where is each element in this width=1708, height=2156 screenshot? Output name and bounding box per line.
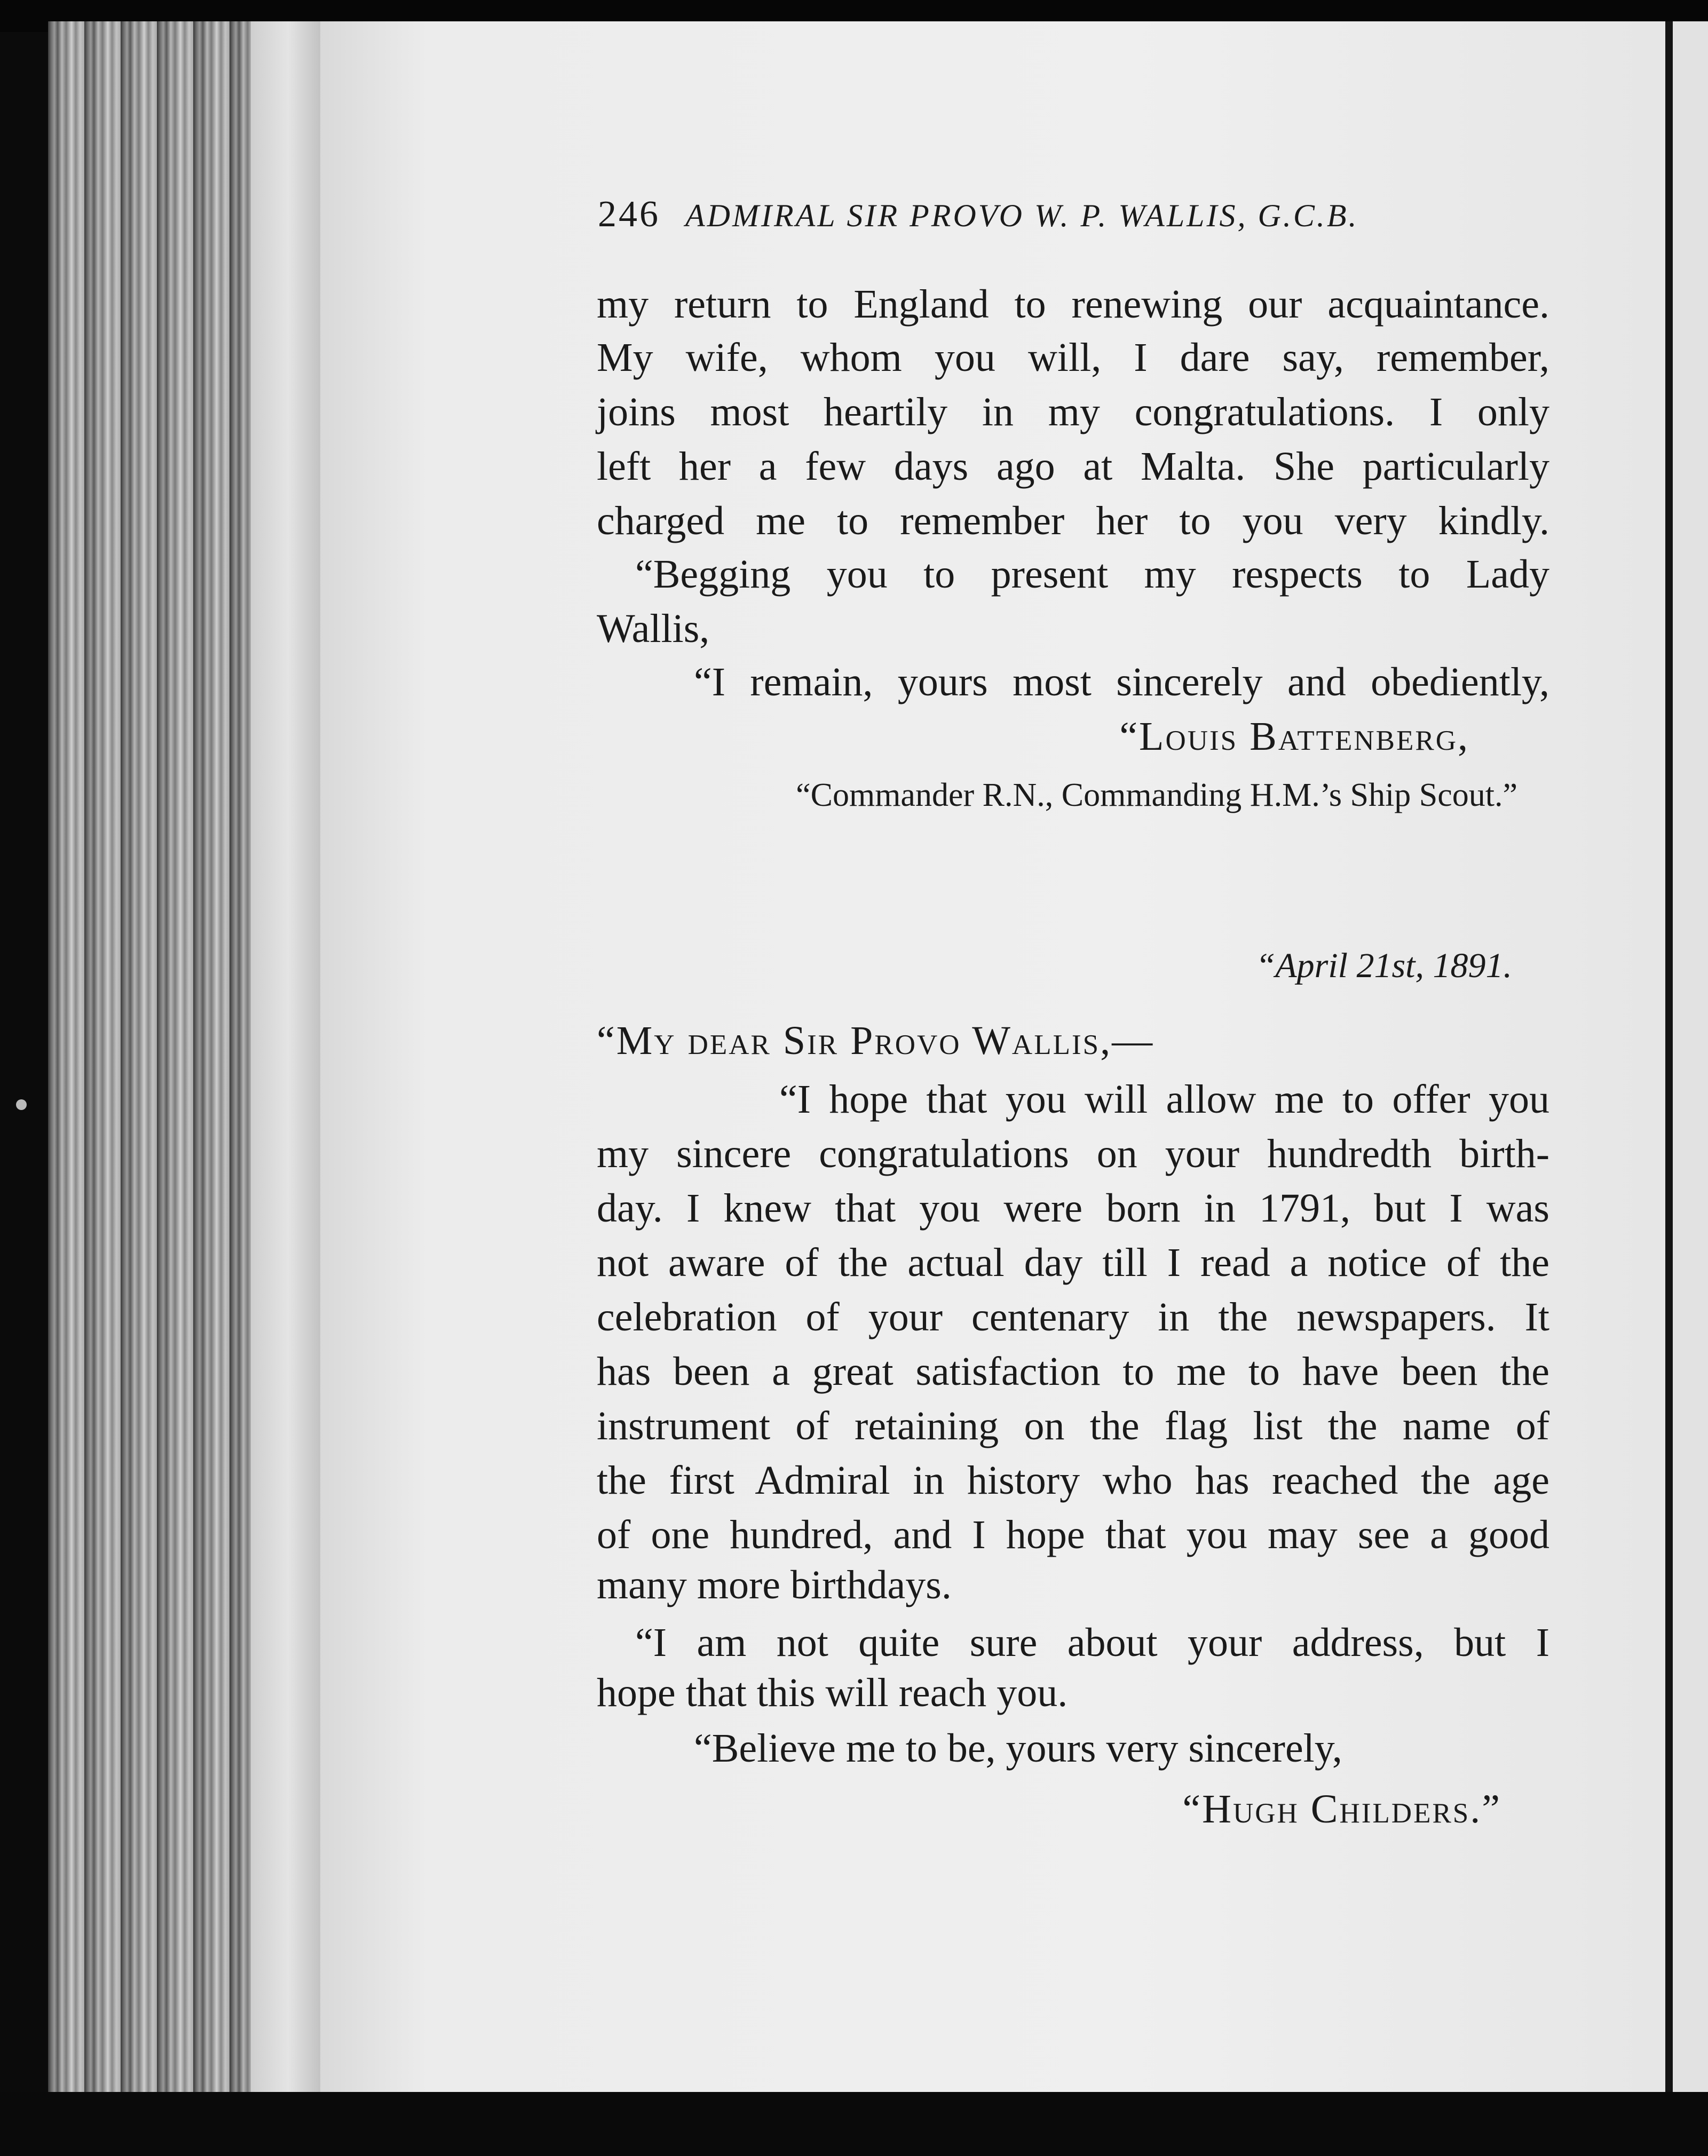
film-border-bottom: [0, 2092, 1708, 2156]
salutation: “My dear Sir Provo Wallis,—: [597, 1018, 1155, 1063]
text-line: Wallis,: [597, 606, 710, 651]
page-number: 246: [598, 194, 660, 235]
text-line: instrument of retaining on the flag list the name of: [597, 1404, 1549, 1448]
text-line: “Begging you to present my respects to Lady: [635, 552, 1549, 597]
book-page-edges: [48, 21, 326, 2103]
text-line: of one hundred, and I hope that you may see a good: [597, 1512, 1549, 1557]
signature-childers: “Hugh Childers.”: [1182, 1787, 1501, 1832]
text-line: hope that this will reach you.: [597, 1670, 1068, 1715]
adjacent-page-margin: [1673, 21, 1708, 2097]
running-header: [598, 193, 1473, 241]
text-line: My wife, whom you will, I dare say, remember,: [597, 335, 1549, 380]
closing-line: “Believe me to be, yours very sincerely,: [694, 1726, 1342, 1771]
film-border-right: [1665, 21, 1673, 2097]
text-line: joins most heartily in my congratulations. I only: [597, 390, 1549, 434]
running-title: ADMIRAL SIR PROVO W. P. WALLIS, G.C.B.: [685, 198, 1359, 233]
text-line: “I hope that you will allow me to offer you: [779, 1077, 1549, 1122]
signature-title: “Commander R.N., Commanding H.M.’s Ship Scout.”: [796, 777, 1517, 813]
text-line: many more birthdays.: [597, 1563, 952, 1607]
text-line: the first Admiral in history who has reached the age: [597, 1458, 1549, 1503]
text-line: my return to England to renewing our acquaintance.: [597, 282, 1549, 327]
letter-date: “April 21st, 1891.: [1255, 946, 1512, 985]
text-line: has been a great satisfaction to me to have been the: [597, 1349, 1549, 1394]
signature-battenberg: “Louis Battenberg,: [1119, 714, 1469, 759]
text-line: celebration of your centenary in the newspapers. It: [597, 1295, 1549, 1339]
text-line: “I am not quite sure about your address, but I: [635, 1620, 1549, 1665]
closing-line: “I remain, yours most sincerely and obediently,: [694, 660, 1549, 704]
text-line: my sincere congratulations on your hundredth birth-: [597, 1131, 1549, 1176]
scan-mark: [16, 1099, 27, 1110]
text-line: not aware of the actual day till I read a notice of the: [597, 1240, 1549, 1285]
text-line: charged me to remember her to you very kindly.: [597, 498, 1549, 543]
text-line: day. I knew that you were born in 1791, but I was: [597, 1186, 1549, 1231]
text-line: left her a few days ago at Malta. She particularly: [597, 444, 1549, 489]
